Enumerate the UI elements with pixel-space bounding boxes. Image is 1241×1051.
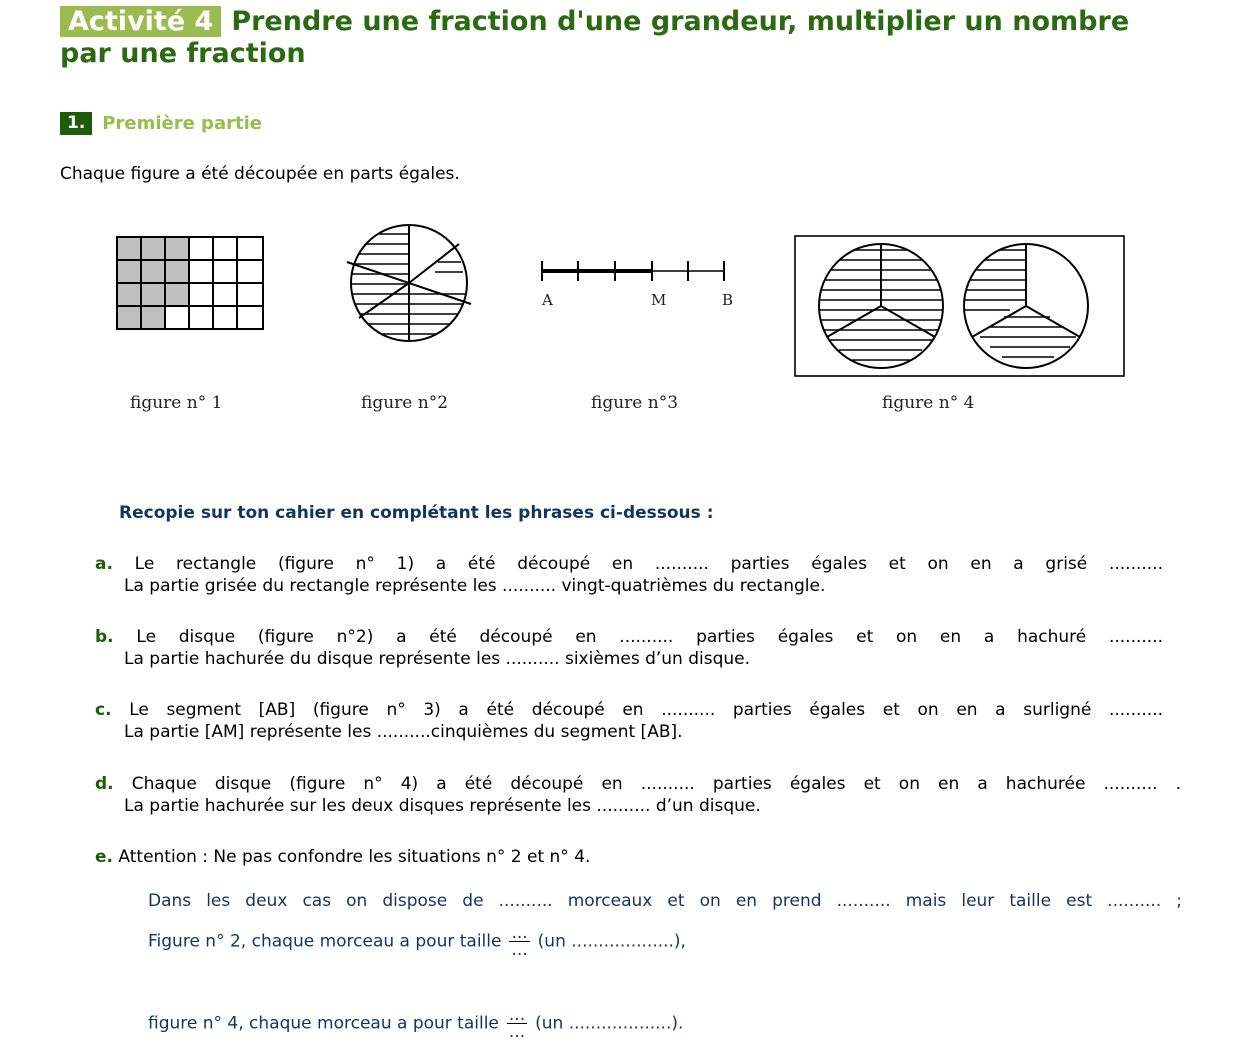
fraction-fig4-denominator: ... — [508, 1022, 526, 1042]
item-e-fig2-line — [148, 925, 686, 958]
activity-badge: Activité 4 — [60, 6, 221, 37]
item-a-line2: La partie grisée du rectangle représente les .......... vingt-quatrièmes du rectangle. — [124, 576, 826, 596]
item-e-line1: Attention : Ne pas confondre les situations n° 2 et n° 4. — [118, 847, 591, 867]
segment-label-b: B — [722, 291, 734, 309]
item-e-fig2-post: (un ...................), — [537, 931, 686, 952]
figure-2-caption: figure n°2 — [361, 393, 449, 413]
section-title: Première partie — [102, 113, 262, 134]
item-e-fig2-pre: Figure n° 2, chaque morceau a pour taille — [148, 931, 502, 952]
item-d-letter: d. — [95, 774, 114, 794]
activity-title — [60, 6, 1180, 70]
segment-label-a: A — [542, 291, 553, 309]
segment-label-m: M — [651, 291, 667, 309]
item-e-fig4-post: (un ...................). — [535, 1013, 684, 1034]
exercise-item-d — [95, 773, 1181, 817]
item-a-line1: Le rectangle (figure n° 1) a été découpé en .......... parties égales et on en a grisé .......... — [134, 554, 1163, 574]
section-heading — [60, 112, 262, 135]
activity-header — [60, 6, 1180, 70]
intro-text: Chaque figure a été découpée en parts égales. — [60, 164, 460, 184]
item-b-line1: Le disque (figure n°2) a été découpé en .......... parties égales et on en a hachuré .......... — [136, 627, 1164, 647]
section-number: 1. — [60, 112, 92, 135]
item-c-line1: Le segment [AB] (figure n° 3) a été découpé en .......... parties égales et on en a surligné .......... — [129, 700, 1163, 720]
figure-1-caption: figure n° 1 — [130, 393, 223, 413]
figure-4-discs — [794, 235, 1126, 378]
fraction-fig4 — [507, 1007, 527, 1040]
item-b-letter: b. — [95, 627, 114, 647]
item-b-line2: La partie hachurée du disque représente les .......... sixièmes d’un disque. — [124, 649, 751, 669]
activity-title-text: Prendre une fraction d'une grandeur, multiplier un nombre par une fraction — [60, 6, 1130, 69]
exercise-item-b — [95, 626, 1163, 670]
item-d-line2: La partie hachurée sur les deux disques représente les .......... d’un disque. — [124, 796, 761, 816]
item-c-letter: c. — [95, 700, 112, 720]
figure-2-disc — [343, 222, 475, 344]
item-e-cases: Dans les deux cas on dispose de .......... morceaux et on en prend .......... mais leur taille est .......... ; — [148, 891, 1182, 911]
item-e-fig4-pre: figure n° 4, chaque morceau a pour taille — [148, 1013, 499, 1034]
fraction-fig2-denominator: ... — [511, 940, 528, 960]
item-d-line1: Chaque disque (figure n° 4) a été découpé en .......... parties égales et on en a hachurée .......... . — [131, 774, 1182, 794]
instruction: Recopie sur ton cahier en complétant les phrases ci-dessous : — [119, 503, 714, 523]
exercise-item-c — [95, 699, 1163, 743]
fraction-fig2-numerator: ... — [511, 923, 528, 943]
exercise-item-a — [95, 553, 1163, 597]
item-c-line2: La partie [AM] représente les ..........cinquièmes du segment [AB]. — [124, 722, 683, 742]
figure-4-caption: figure n° 4 — [882, 393, 975, 413]
figure-3-caption: figure n°3 — [591, 393, 679, 413]
item-e-letter: e. — [95, 847, 113, 867]
item-e-fig4-line — [148, 1007, 683, 1040]
exercise-item-e — [95, 846, 1163, 868]
figure-1-rectangle — [115, 235, 267, 332]
figure-3-segment — [538, 258, 730, 284]
item-a-letter: a. — [95, 554, 113, 574]
fraction-fig4-numerator: ... — [508, 1005, 526, 1025]
fraction-fig2 — [509, 925, 529, 958]
